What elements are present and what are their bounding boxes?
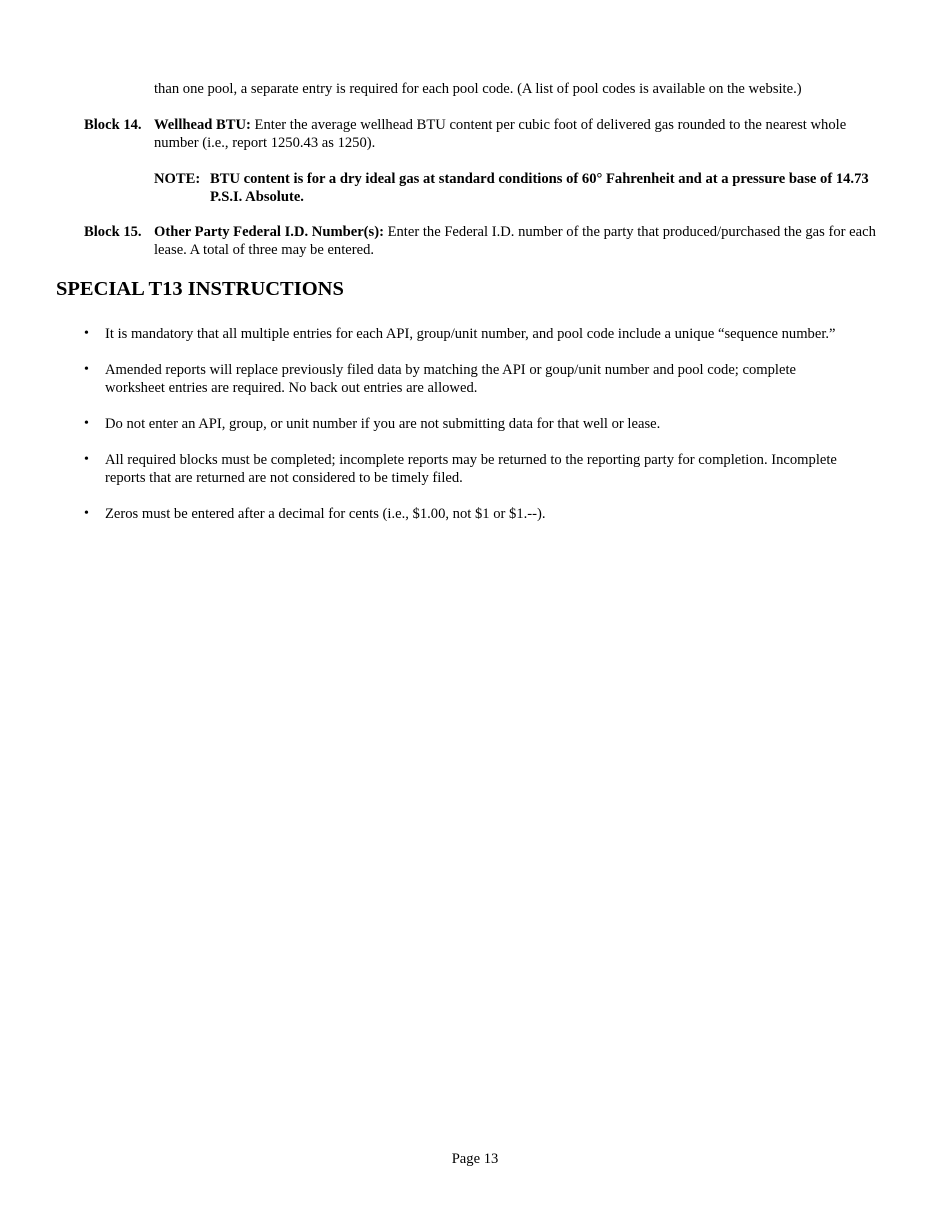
bullet-icon: • — [84, 416, 89, 431]
block-14-label: Block 14. — [84, 117, 142, 133]
bullet-icon: • — [84, 326, 89, 341]
btu-note — [154, 170, 874, 206]
page-number: Page 13 — [451, 1151, 499, 1167]
block-15-label: Block 15. — [84, 224, 142, 240]
list-item — [84, 451, 854, 487]
list-item — [84, 505, 854, 523]
block-15-body — [154, 223, 884, 259]
instructions-bullet-list — [84, 325, 854, 541]
list-item — [84, 325, 854, 343]
block-14-text: Enter the average wellhead BTU content per cubic foot of delivered gas rounded to the nearest whole number (i.e., report 1250.43 as 1250). — [154, 117, 847, 151]
list-item — [84, 415, 854, 433]
bullet-text: All required blocks must be completed; incomplete reports may be returned to the reporting party for completion. Incomplete reports that are returned are not considered to be timely filed. — [105, 452, 837, 486]
bullet-icon: • — [84, 506, 89, 521]
section-heading: SPECIAL T13 INSTRUCTIONS — [56, 278, 344, 300]
note-text: BTU content is for a dry ideal gas at standard conditions of 60° Fahrenheit and at a pressure base of 14.73 P.S.I. Absolute. — [210, 171, 869, 205]
note-label: NOTE: — [154, 171, 201, 187]
block-14-title: Wellhead BTU: — [154, 117, 251, 133]
bullet-text: Do not enter an API, group, or unit number if you are not submitting data for that well or lease. — [105, 416, 661, 432]
bullet-text: Amended reports will replace previously filed data by matching the API or goup/unit number and pool code; complete worksheet entries are required. No back out entries are allowed. — [105, 362, 796, 396]
block-15-title: Other Party Federal I.D. Number(s): — [154, 224, 384, 240]
pool-code-continuation-paragraph: than one pool, a separate entry is required for each pool code. (A list of pool codes is available on the website.) — [154, 81, 802, 97]
list-item — [84, 361, 854, 397]
bullet-text: Zeros must be entered after a decimal for cents (i.e., $1.00, not $1 or $1.--). — [105, 506, 546, 522]
block-14 — [84, 116, 884, 152]
bullet-icon: • — [84, 452, 89, 467]
bullet-text: It is mandatory that all multiple entries for each API, group/unit number, and pool code include a unique “sequence number.” — [105, 326, 836, 342]
block-14-body — [154, 116, 884, 152]
block-15 — [84, 223, 884, 259]
bullet-icon: • — [84, 362, 89, 377]
block-15-text: Enter the Federal I.D. number of the party that produced/purchased the gas for each lease. A total of three may be entered. — [154, 224, 876, 258]
